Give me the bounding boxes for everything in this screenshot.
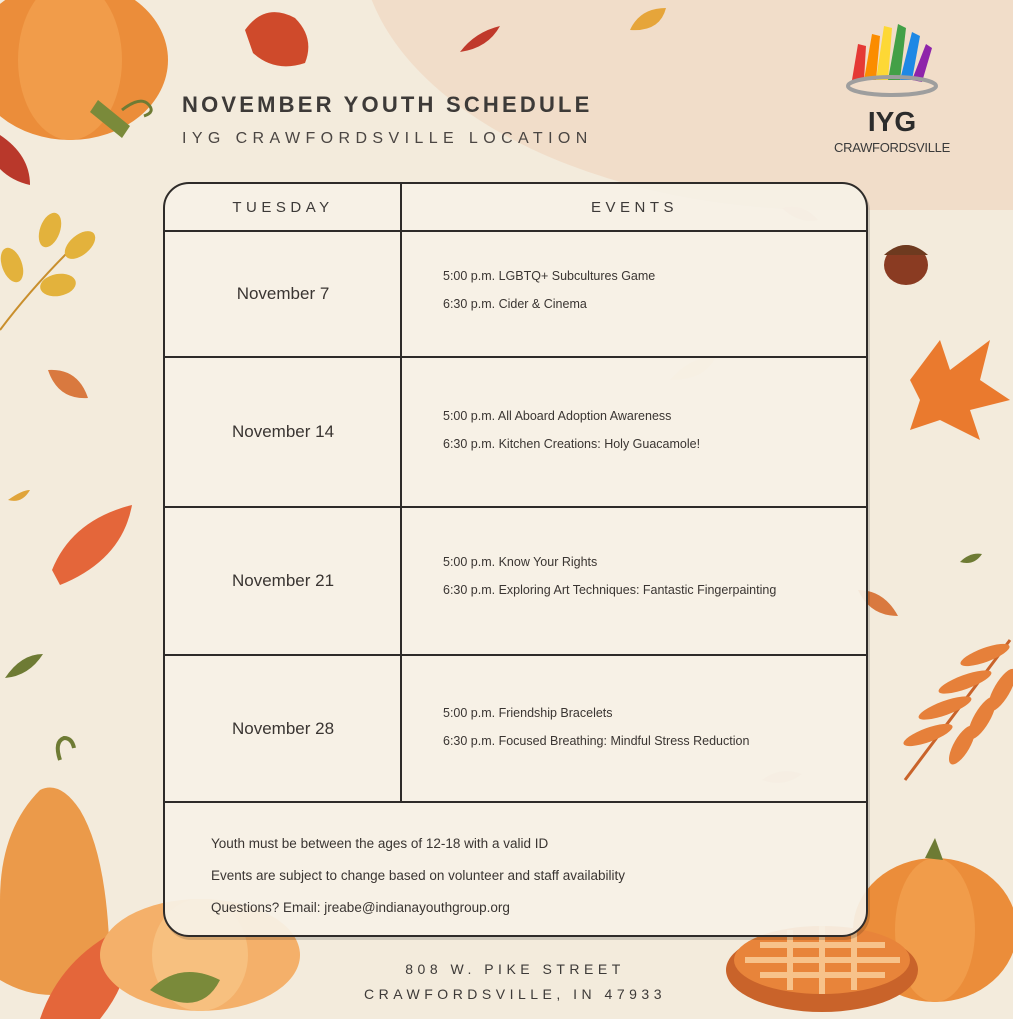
leaf-icon [960,554,982,563]
column-header-events: EVENTS [590,199,678,216]
hands-icon [848,24,936,95]
pie-icon [726,926,918,1012]
leaf-icon [5,654,43,678]
table-row [165,656,866,802]
row-events [443,262,655,318]
event-item: 6:30 p.m. Focused Breathing: Mindful Stress Reduction [443,734,750,748]
event-item: 6:30 p.m. Exploring Art Techniques: Fantastic Fingerpainting [443,583,777,597]
table-row [165,358,866,506]
event-item: 5:00 p.m. Know Your Rights [443,555,598,569]
row-date: November 28 [231,719,335,738]
note-changes: Events are subject to change based on volunteer and staff availability [211,868,626,883]
leaf-icon [48,370,88,398]
table-row [165,232,866,356]
pumpkin-icon [0,0,168,140]
logo-text: IYG [867,106,917,137]
row-date: November 21 [231,571,335,590]
row-events [443,548,776,604]
fern-icon [901,640,1013,780]
event-item: 6:30 p.m. Kitchen Creations: Holy Guacamole! [443,437,701,451]
row-divider [165,801,866,803]
table-row [165,508,866,654]
leaf-icon [8,490,30,501]
row-date: November 14 [231,422,335,441]
address-city: CRAWFORDSVILLE, IN 47933 [364,986,666,1002]
maple-leaf-icon [910,340,1010,440]
note-age: Youth must be between the ages of 12-18 with a valid ID [211,836,549,851]
leaf-icon [52,505,132,585]
logo-subtext: CRAWFORDSVILLE [834,140,950,155]
note-contact: Questions? Email: jreabe@indianayouthgroup.org [211,900,510,915]
sprig-icon [0,210,100,330]
acorn-icon [884,245,928,285]
row-date: November 7 [236,284,330,303]
row-events [443,402,700,458]
leaf-icon [460,26,500,52]
column-header-day: TUESDAY [232,199,334,216]
leaf-icon [0,135,30,185]
page-subtitle: IYG CRAWFORDSVILLE LOCATION [182,130,593,147]
address-street: 808 W. PIKE STREET [405,961,625,977]
event-item: 5:00 p.m. LGBTQ+ Subcultures Game [443,269,656,283]
event-item: 6:30 p.m. Cider & Cinema [443,297,587,311]
event-item: 5:00 p.m. Friendship Bracelets [443,706,613,720]
leaf-icon [245,12,308,66]
leaf-icon [630,8,666,30]
event-item: 5:00 p.m. All Aboard Adoption Awareness [443,409,672,423]
row-events [443,699,749,755]
schedule-card [163,182,868,937]
page-title: NOVEMBER YOUTH SCHEDULE [182,92,593,117]
notes-section [211,828,625,924]
